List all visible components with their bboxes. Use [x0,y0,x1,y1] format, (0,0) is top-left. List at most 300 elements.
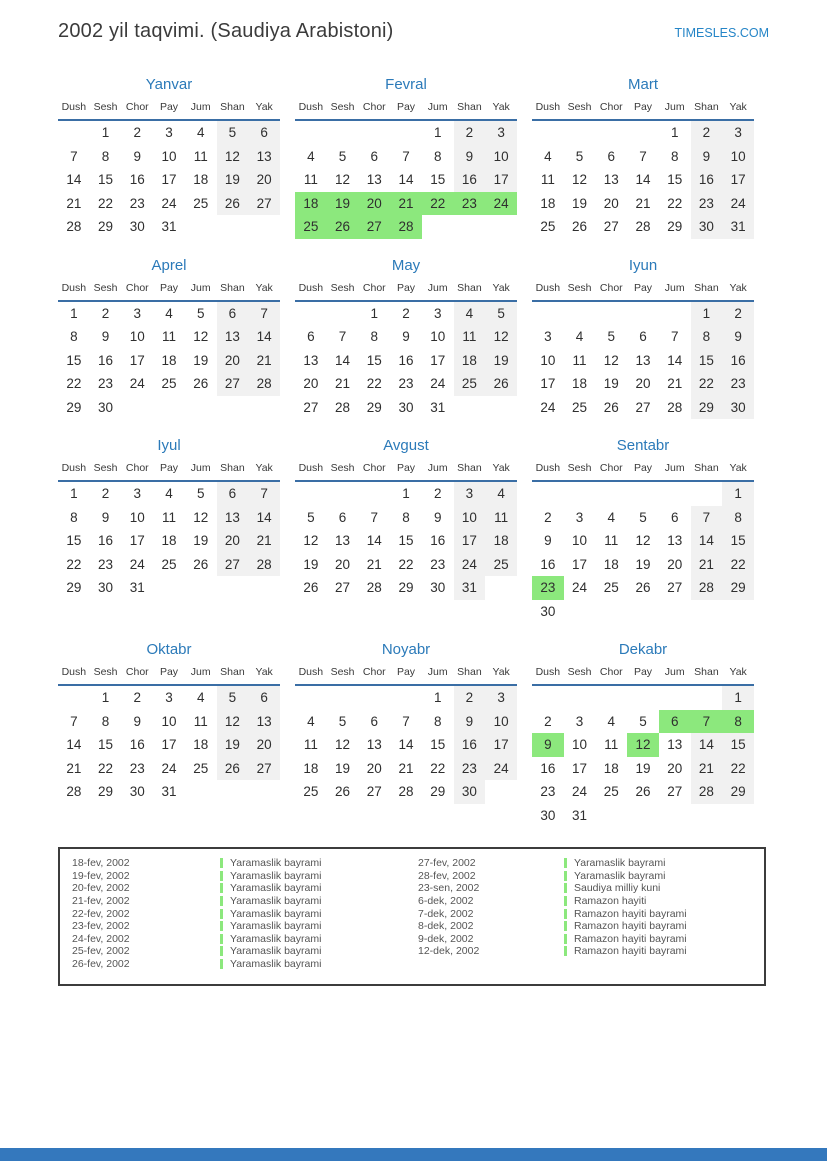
month-days [295,482,517,600]
weekday-label: Pay [633,281,653,294]
day-cell: 6 [370,148,379,164]
day-cell: 13 [603,172,619,187]
day-cell: 13 [248,710,280,734]
month-block [58,436,280,600]
day-cell: 8 [722,506,754,530]
day-cell: 25 [485,553,517,577]
day-cell: 26 [217,757,249,781]
day-cell: 4 [307,148,315,164]
weekday-label: Yak [255,101,273,113]
weekday-label: Dush [61,101,87,113]
weekday-label: Jum [427,101,448,113]
day-cell: 19 [603,376,619,391]
legend-tick-icon [220,934,223,944]
weekday-row [295,99,517,121]
day-cell: 28 [366,580,382,595]
day-cell-empty [358,121,390,145]
month-block [532,640,754,827]
day-cell: 19 [193,352,209,368]
day-cell: 30 [129,219,145,234]
day-cell: 12 [217,710,249,734]
day-cell: 21 [366,556,382,572]
day-cell: 24 [129,556,145,572]
day-cell-empty [627,686,659,710]
day-cell: 8 [691,325,723,349]
day-cell: 7 [639,148,647,164]
month-block [532,75,754,239]
day-cell: 23 [129,760,145,776]
day-cell: 27 [303,399,319,415]
page-title: 2002 yil taqvimi. (Saudiya Arabistoni) [58,20,394,42]
day-cell: 5 [607,329,616,344]
day-cell: 13 [635,352,651,368]
day-cell: 1 [101,690,110,705]
day-cell: 21 [335,376,351,391]
day-cell: 27 [635,399,651,415]
day-cell: 12 [335,172,351,187]
day-cell: 19 [193,533,209,548]
day-cell: 12 [193,329,209,344]
day-cell-empty [691,804,723,828]
legend-label: Yaramaslik bayrami [574,857,666,870]
day-cell: 14 [335,352,351,368]
legend-tick-icon [220,946,223,956]
legend-entry [412,857,764,870]
day-cell-empty [564,600,596,624]
day-cell: 3 [133,305,142,321]
brand-link[interactable]: TIMESLES.COM [674,26,769,40]
weekday-label: Sesh [330,101,355,113]
day-cell-empty [595,482,627,506]
day-cell: 27 [358,215,390,239]
legend-box [58,847,766,986]
day-cell: 7 [70,713,78,729]
legend-date: 7-dek, 2002 [418,907,474,920]
weekday-row [532,99,754,121]
weekday-label: Jum [427,281,448,294]
day-cell: 25 [161,556,177,572]
day-cell: 26 [193,556,209,572]
day-cell: 10 [722,145,754,169]
day-cell: 11 [572,352,587,368]
weekday-label: Jum [427,666,448,678]
day-cell: 14 [248,506,280,530]
day-cell: 1 [370,305,379,321]
day-cell: 25 [161,376,177,391]
day-cell: 17 [485,168,517,192]
day-cell: 9 [544,533,552,548]
day-cell: 5 [338,148,347,164]
month-days [532,302,754,420]
day-cell: 3 [485,121,517,145]
legend-tick-icon [220,896,223,906]
day-cell: 14 [398,737,414,752]
day-cell: 15 [691,349,723,373]
day-cell: 17 [129,533,145,548]
day-cell: 30 [691,215,723,239]
day-cell-empty [248,780,280,804]
day-cell: 6 [659,710,691,734]
day-cell: 19 [485,349,517,373]
day-cell: 31 [454,576,486,600]
day-cell: 25 [295,215,327,239]
day-cell: 10 [485,710,517,734]
day-cell-empty [153,576,185,600]
day-cell: 14 [248,325,280,349]
day-cell-empty [58,686,90,710]
day-cell: 3 [722,121,754,145]
legend-tick-icon [220,871,223,881]
legend-date: 20-fev, 2002 [72,882,130,895]
day-cell: 7 [670,329,679,344]
day-cell: 3 [575,509,584,525]
day-cell: 23 [398,376,414,391]
day-cell: 28 [691,576,723,600]
weekday-row [295,664,517,686]
weekday-label: Shan [694,666,719,678]
day-cell: 20 [335,556,351,572]
weekday-label: Dush [535,281,561,294]
day-cell: 15 [98,172,114,187]
day-cell: 11 [161,329,176,344]
weekday-label: Sesh [567,462,592,474]
month-days [532,482,754,623]
weekday-label: Jum [664,281,685,294]
day-cell: 15 [66,533,82,548]
day-cell: 17 [485,733,517,757]
weekday-label: Jum [664,101,685,113]
weekday-label: Shan [220,462,245,474]
month-block [295,640,517,804]
weekday-row [58,280,280,302]
legend-date: 24-fev, 2002 [72,932,130,945]
weekday-label: Pay [159,281,179,294]
legend-label: Ramazon hayiti [574,895,647,908]
footer-bar [0,1148,827,1161]
day-cell: 19 [303,556,319,572]
day-cell: 28 [248,372,280,396]
day-cell: 10 [485,145,517,169]
legend-label: Yaramaslik bayrami [230,932,322,945]
day-cell: 20 [217,529,249,553]
day-cell-empty [217,396,249,420]
weekday-label: Shan [220,281,245,294]
day-cell: 2 [133,690,142,705]
weekday-row [532,664,754,686]
legend-label: Ramazon hayiti bayrami [574,920,687,933]
day-cell-empty [485,215,517,239]
day-cell: 11 [604,533,619,548]
day-cell: 27 [667,784,683,799]
day-cell: 16 [454,168,486,192]
day-cell-empty [185,576,217,600]
month-days [295,686,517,804]
legend-label: Yaramaslik bayrami [230,857,322,870]
legend-label: Yaramaslik bayrami [230,920,322,933]
legend-entry [412,882,764,895]
day-cell: 17 [430,352,446,368]
day-cell: 30 [454,780,486,804]
weekday-label: Pay [396,101,416,113]
day-cell: 7 [338,329,347,344]
day-cell-empty [248,576,280,600]
day-cell: 8 [722,710,754,734]
day-cell: 24 [454,553,486,577]
day-cell: 13 [248,145,280,169]
weekday-label: Chor [362,462,386,474]
day-cell: 12 [303,533,319,548]
day-cell-empty [390,121,422,145]
day-cell: 20 [303,376,319,391]
day-cell: 23 [540,784,556,799]
day-cell-empty [248,396,280,420]
day-cell: 4 [544,148,552,164]
day-cell: 24 [485,757,517,781]
day-cell: 16 [540,760,556,776]
weekday-row [532,280,754,302]
day-cell: 3 [575,713,584,729]
day-cell-empty [185,215,217,239]
weekday-label: Pay [159,101,179,113]
legend-entry [412,907,764,920]
day-cell: 25 [193,760,209,776]
legend-date: 8-dek, 2002 [418,920,474,933]
day-cell-empty [659,302,691,326]
legend-col-right [412,857,764,970]
day-cell: 31 [430,399,446,415]
day-cell: 9 [722,325,754,349]
day-cell: 12 [217,145,249,169]
legend-tick-icon [564,909,567,919]
day-cell-empty [454,215,486,239]
day-cell: 22 [398,556,414,572]
day-cell-empty [248,215,280,239]
day-cell: 9 [532,733,564,757]
day-cell: 16 [430,533,446,548]
legend-entry [60,895,412,908]
day-cell: 7 [691,710,723,734]
day-cell: 6 [248,121,280,145]
weekday-label: Yak [729,281,747,294]
day-cell-empty [691,600,723,624]
day-cell: 4 [165,305,173,321]
day-cell: 28 [667,399,683,415]
day-cell: 2 [133,125,142,140]
day-cell: 4 [165,486,173,501]
legend-label: Yaramaslik bayrami [574,869,666,882]
weekday-row [58,664,280,686]
day-cell: 1 [433,125,442,140]
legend-entry [60,958,412,971]
day-cell: 2 [101,486,110,501]
day-cell: 11 [193,713,208,729]
day-cell: 20 [248,168,280,192]
day-cell: 20 [248,733,280,757]
day-cell: 24 [572,784,588,799]
legend-date: 18-fev, 2002 [72,857,130,870]
day-cell: 11 [303,172,318,187]
day-cell: 9 [101,329,110,344]
day-cell-empty [564,686,596,710]
day-cell: 22 [667,195,683,211]
day-cell-empty [595,600,627,624]
day-cell-empty [185,396,217,420]
weekday-label: Shan [457,101,482,113]
day-cell: 9 [454,145,486,169]
page-header [58,20,769,43]
weekday-label: Jum [190,462,211,474]
day-cell: 18 [193,172,209,187]
weekday-label: Chor [362,666,386,678]
day-cell: 16 [129,737,145,752]
day-cell-empty [485,396,517,420]
day-cell-empty [532,686,564,710]
month-title: Fevral [385,76,427,93]
day-cell: 11 [540,172,555,187]
day-cell: 24 [129,376,145,391]
weekday-label: Yak [255,666,273,678]
weekday-label: Yak [492,462,510,474]
day-cell: 21 [691,553,723,577]
day-cell: 27 [217,553,249,577]
day-cell-empty [691,482,723,506]
day-cell: 6 [307,329,315,344]
legend-entry [60,920,412,933]
day-cell: 30 [98,399,114,415]
weekday-label: Sesh [330,462,355,474]
day-cell: 24 [485,192,517,216]
month-days [58,302,280,420]
day-cell: 13 [366,172,382,187]
day-cell: 29 [722,780,754,804]
day-cell-empty [327,686,359,710]
weekday-label: Dush [61,666,87,678]
day-cell: 23 [454,757,486,781]
month-title: Dekabr [618,641,668,658]
weekday-row [295,280,517,302]
day-cell: 29 [98,784,114,799]
day-cell: 26 [635,580,651,595]
weekday-label: Yak [492,666,510,678]
day-cell: 6 [639,329,647,344]
day-cell: 21 [635,195,651,211]
day-cell: 20 [667,556,683,572]
legend-tick-icon [220,883,223,893]
day-cell: 29 [98,219,114,234]
day-cell-empty [659,804,691,828]
legend-entry [412,920,764,933]
weekday-label: Yak [729,666,747,678]
day-cell: 3 [454,482,486,506]
day-cell: 1 [433,690,442,705]
weekday-label: Pay [159,462,179,474]
day-cell: 24 [161,760,177,776]
legend-label: Yaramaslik bayrami [230,882,322,895]
legend-label: Yaramaslik bayrami [230,958,322,971]
day-cell: 9 [133,148,142,164]
day-cell: 19 [335,760,351,776]
weekday-label: Jum [190,281,211,294]
month-block [58,75,280,239]
day-cell: 9 [454,710,486,734]
weekday-label: Shan [220,666,245,678]
day-cell: 18 [161,352,177,368]
day-cell: 11 [303,737,318,752]
day-cell: 28 [390,215,422,239]
day-cell: 24 [572,580,588,595]
legend-tick-icon [564,896,567,906]
day-cell: 15 [667,172,683,187]
day-cell: 12 [485,325,517,349]
legend-entry [412,945,764,958]
day-cell: 23 [98,376,114,391]
day-cell: 11 [161,509,176,525]
day-cell: 22 [722,757,754,781]
legend-entry [60,870,412,883]
weekday-row [58,99,280,121]
day-cell: 1 [722,482,754,506]
day-cell-empty [422,215,454,239]
day-cell: 15 [430,737,446,752]
day-cell: 4 [607,509,616,525]
day-cell: 26 [335,784,351,799]
day-cell: 25 [454,372,486,396]
day-cell: 1 [70,305,78,321]
day-cell: 14 [691,733,723,757]
legend-date: 6-dek, 2002 [418,895,474,908]
day-cell: 8 [402,509,410,525]
day-cell: 26 [572,219,588,234]
day-cell: 1 [670,125,679,140]
day-cell: 21 [248,529,280,553]
weekday-label: Sesh [567,101,592,113]
day-cell: 9 [691,145,723,169]
weekday-label: Dush [298,281,324,294]
month-title: Aprel [151,256,187,274]
day-cell-empty [627,121,659,145]
day-cell: 23 [430,556,446,572]
day-cell: 27 [366,784,382,799]
day-cell: 13 [217,506,249,530]
weekday-label: Yak [492,101,510,113]
weekday-label: Sesh [93,462,118,474]
day-cell: 1 [402,486,410,501]
legend-label: Yaramaslik bayrami [230,945,322,958]
day-cell: 26 [303,580,319,595]
legend-date: 26-fev, 2002 [72,958,130,971]
day-cell-empty [595,121,627,145]
day-cell: 8 [670,148,679,164]
day-cell: 16 [98,352,114,368]
day-cell-empty [327,482,359,506]
day-cell: 8 [370,329,379,344]
month-title: Mart [628,76,658,93]
day-cell: 7 [370,509,379,525]
day-cell: 22 [722,553,754,577]
day-cell: 16 [129,172,145,187]
day-cell: 14 [691,529,723,553]
weekday-label: Chor [125,101,149,113]
day-cell: 27 [603,219,619,234]
day-cell: 2 [433,486,442,501]
day-cell: 11 [193,148,208,164]
weekday-label: Sesh [93,281,118,294]
legend-label: Saudiya milliy kuni [574,882,661,895]
weekday-label: Chor [599,101,623,113]
day-cell: 15 [366,352,382,368]
day-cell: 18 [295,192,327,216]
day-cell: 24 [161,195,177,211]
